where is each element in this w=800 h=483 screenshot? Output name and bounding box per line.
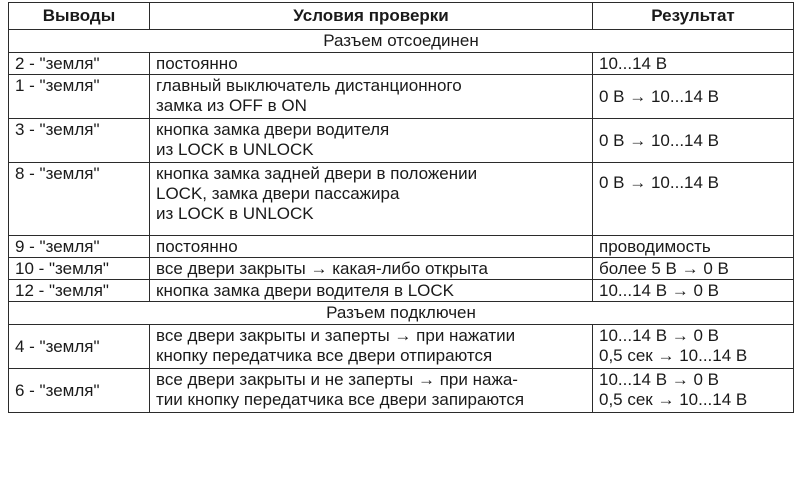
condition-line: постоянно bbox=[156, 54, 238, 73]
result-cell bbox=[593, 75, 794, 119]
result-line: 0,5 сек → 10...14 В bbox=[599, 346, 748, 365]
condition-line: LOCK, замка двери пассажира bbox=[156, 184, 400, 203]
header-conditions: Условия проверки bbox=[150, 3, 593, 30]
condition-cell bbox=[150, 163, 593, 236]
result-cell bbox=[593, 369, 794, 413]
table-row bbox=[9, 325, 794, 369]
table-row bbox=[9, 258, 794, 280]
pin-cell: 12 - "земля" bbox=[9, 280, 150, 302]
table-row bbox=[9, 163, 794, 236]
condition-line: кнопка замка двери водителя bbox=[156, 120, 390, 139]
result-cell bbox=[593, 280, 794, 302]
table-row bbox=[9, 75, 794, 119]
result-line: более 5 В → 0 В bbox=[599, 259, 729, 278]
condition-line: замка из OFF в ON bbox=[156, 96, 307, 115]
condition-line: все двери закрыты и не заперты → при нажа- bbox=[156, 370, 518, 389]
section-title-disconnected: Разъем отсоединен bbox=[9, 30, 794, 53]
condition-line: тии кнопку передатчика все двери запираются bbox=[156, 390, 525, 409]
condition-line: кнопка замка задней двери в положении bbox=[156, 164, 478, 183]
pin-cell: 2 - "земля" bbox=[9, 53, 150, 75]
section-row-connected bbox=[9, 302, 794, 325]
table-row bbox=[9, 53, 794, 75]
result-cell bbox=[593, 236, 794, 258]
result-line: проводимость bbox=[599, 237, 711, 256]
condition-line: все двери закрыты → какая-либо открыта bbox=[156, 259, 488, 278]
pin-cell: 3 - "земля" bbox=[9, 119, 150, 163]
condition-line: кнопку передатчика все двери отпираются bbox=[156, 346, 493, 365]
result-cell bbox=[593, 119, 794, 163]
condition-cell bbox=[150, 53, 593, 75]
result-line: 10...14 В → 0 В bbox=[599, 281, 720, 300]
result-cell bbox=[593, 325, 794, 369]
condition-cell bbox=[150, 75, 593, 119]
condition-line: из LOCK в UNLOCK bbox=[156, 204, 314, 223]
condition-line: главный выключатель дистанционного bbox=[156, 76, 462, 95]
result-cell bbox=[593, 163, 794, 236]
result-line: 10...14 В → 0 В bbox=[599, 326, 720, 345]
pin-cell: 6 - "земля" bbox=[9, 369, 150, 413]
header-result: Результат bbox=[593, 3, 794, 30]
pin-cell: 1 - "земля" bbox=[9, 75, 150, 119]
condition-line: из LOCK в UNLOCK bbox=[156, 140, 314, 159]
pin-cell: 10 - "земля" bbox=[9, 258, 150, 280]
condition-line: все двери закрыты и заперты → при нажатии bbox=[156, 326, 516, 345]
result-line: 10...14 В bbox=[599, 54, 668, 73]
section-row-disconnected bbox=[9, 30, 794, 53]
section-title-connected: Разъем подключен bbox=[9, 302, 794, 325]
table-row bbox=[9, 119, 794, 163]
condition-line: постоянно bbox=[156, 237, 238, 256]
result-line: 0 В → 10...14 В bbox=[599, 173, 720, 192]
result-line: 0 В → 10...14 В bbox=[599, 87, 720, 106]
condition-line: кнопка замка двери водителя в LOCK bbox=[156, 281, 455, 300]
check-conditions-table bbox=[8, 2, 794, 413]
result-line: 0 В → 10...14 В bbox=[599, 131, 720, 150]
header-pins: Выводы bbox=[9, 3, 150, 30]
condition-cell bbox=[150, 280, 593, 302]
result-line: 10...14 В → 0 В bbox=[599, 370, 720, 389]
result-cell bbox=[593, 258, 794, 280]
condition-cell bbox=[150, 236, 593, 258]
table-header-row bbox=[9, 3, 794, 30]
result-line: 0,5 сек → 10...14 В bbox=[599, 390, 748, 409]
table-row bbox=[9, 236, 794, 258]
result-cell bbox=[593, 53, 794, 75]
pin-cell: 9 - "земля" bbox=[9, 236, 150, 258]
table-row bbox=[9, 280, 794, 302]
table-row bbox=[9, 369, 794, 413]
condition-cell bbox=[150, 258, 593, 280]
pin-cell: 8 - "земля" bbox=[9, 163, 150, 236]
condition-cell bbox=[150, 325, 593, 369]
pin-cell: 4 - "земля" bbox=[9, 325, 150, 369]
condition-cell bbox=[150, 119, 593, 163]
condition-cell bbox=[150, 369, 593, 413]
